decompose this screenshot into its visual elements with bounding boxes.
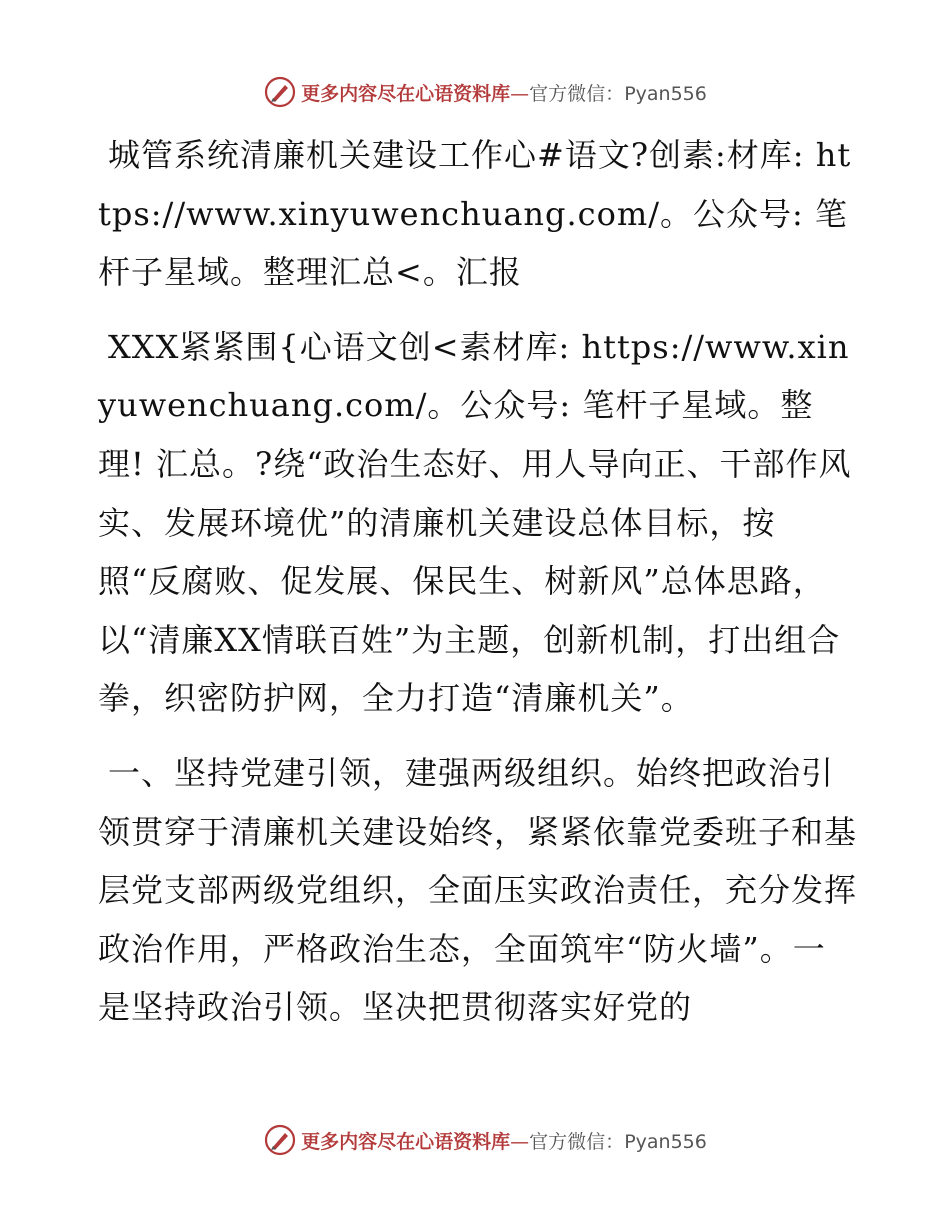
pen-logo-icon	[263, 75, 297, 109]
pen-logo-icon	[263, 1123, 297, 1157]
paragraph-intro: XXX紧紧围{心语文创<素材库: https://www.xinyuwenchuang.com/。公众号: 笔杆子星域。整理! 汇总。?绕“政治生态好、用人导向正、干部作风实、发展环境优”的清廉机关建设总体目标，按照“反腐败、促发展、保民生、树新风”总体思路，以“清廉XX情联百姓”为主题，创新机制，打出组合拳，织密防护网，全力打造“清廉机关”。	[98, 327, 852, 718]
banner-dash: —	[510, 1130, 530, 1153]
footer-watermark-banner	[0, 1120, 950, 1160]
banner-handle: Pyan556	[624, 1130, 707, 1153]
banner-dash: —	[510, 82, 530, 105]
banner-main-text: 更多内容尽在心语资料库	[301, 1130, 511, 1153]
banner-official-label: 官方微信：	[529, 1130, 625, 1153]
header-watermark-banner	[0, 72, 950, 112]
document-body	[98, 126, 858, 1037]
banner-handle: Pyan556	[624, 82, 707, 105]
header-banner-inner	[263, 75, 707, 109]
banner-text	[301, 79, 707, 106]
paragraph-title: 城管系统清廉机关建设工作心#语文?创素:材库: https://www.xinyuwenchuang.com/。公众号: 笔杆子星域。整理汇总<。汇报	[98, 136, 852, 292]
banner-main-text: 更多内容尽在心语资料库	[301, 82, 511, 105]
banner-text	[301, 1127, 707, 1154]
paragraph-section-one: 一、坚持党建引领，建强两级组织。始终把政治引领贯穿于清廉机关建设始终，紧紧依靠党委班子和基层党支部两级党组织，全面压实政治责任，充分发挥政治作用，严格政治生态，全面筑牢“防火墙”。一是坚持政治引领。坚决把贯彻落实好党的	[98, 753, 858, 1027]
banner-official-label: 官方微信：	[529, 82, 625, 105]
footer-banner-inner	[263, 1123, 707, 1157]
